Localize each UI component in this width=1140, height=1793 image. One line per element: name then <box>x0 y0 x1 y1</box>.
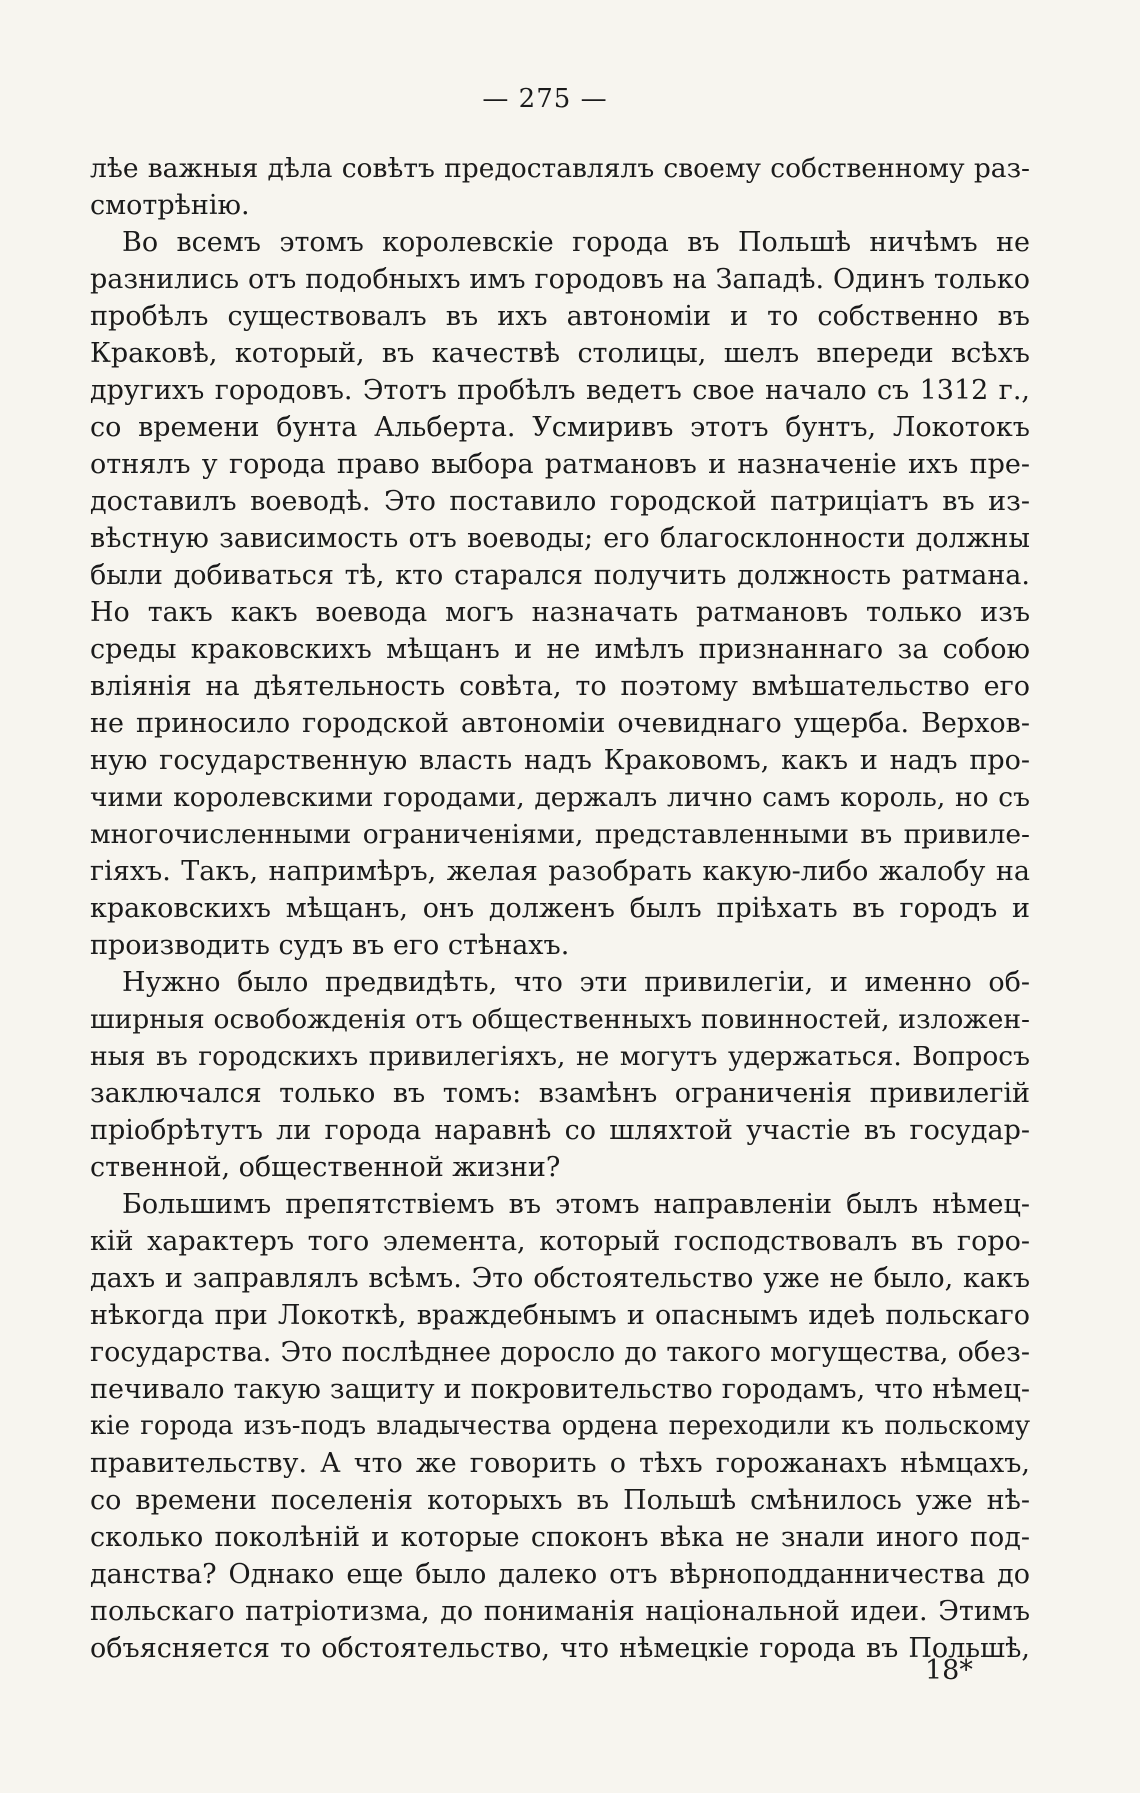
text-line: ширныя освобожденія отъ общественныхъ повинностей, изложен- <box>90 1004 1030 1035</box>
text-line: ственной, общественной жизни? <box>90 1152 561 1183</box>
text-line: многочисленными ограниченіями, представленными въ привиле- <box>90 819 1030 850</box>
body-text <box>90 150 1030 1667</box>
text-line: кіе города изъ-подъ владычества ордена переходили къ польскому <box>90 1411 1030 1441</box>
text-line: не приносило городской автономіи очевиднаго ущерба. Верхов- <box>90 708 1030 739</box>
text-line: кій характеръ того элемента, который господствовалъ въ горо- <box>90 1226 1030 1257</box>
text-line: Большимъ препятствіемъ въ этомъ направленіи былъ нѣмец- <box>122 1189 1030 1220</box>
text-line: ныя въ городскихъ привилегіяхъ, не могутъ удержаться. Вопросъ <box>90 1041 1030 1072</box>
text-line: со времени поселенія которыхъ въ Польшѣ смѣнилось уже нѣ- <box>90 1485 1030 1516</box>
text-line: Во всемъ этомъ королевскіе города въ Польшѣ ничѣмъ не <box>122 227 1030 258</box>
text-line: другихъ городовъ. Этотъ пробѣлъ ведетъ свое начало съ 1312 г., <box>90 375 1030 406</box>
text-line: гіяхъ. Такъ, напримѣръ, желая разобрать какую-либо жалобу на <box>90 856 1030 887</box>
text-line: ную государственную власть надъ Краковомъ, какъ и надъ про- <box>90 745 1030 776</box>
text-line: данства? Однако еще было далеко отъ вѣрноподданничества до <box>90 1559 1030 1590</box>
text-line: правительству. А что же говорить о тѣхъ горожанахъ нѣмцахъ, <box>90 1448 1030 1479</box>
text-line: лѣе важныя дѣла совѣтъ предоставлялъ своему собственному раз- <box>90 153 1030 184</box>
text-line: отнялъ у города право выбора ратмановъ и назначеніе ихъ пре- <box>90 449 1030 480</box>
text-line: среды краковскихъ мѣщанъ и не имѣлъ признаннаго за собою <box>90 634 1030 665</box>
text-line: нѣкогда при Локоткѣ, враждебнымъ и опаснымъ идеѣ польскаго <box>90 1300 1030 1331</box>
text-line: чими королевскими городами, держалъ лично самъ король, но съ <box>90 782 1030 813</box>
text-line: пріобрѣтутъ ли города наравнѣ со шляхтой участіе въ государ- <box>90 1115 1030 1146</box>
text-line: были добиваться тѣ, кто старался получить должность ратмана. <box>90 560 1030 591</box>
text-line: польскаго патріотизма, до пониманія національной идеи. Этимъ <box>90 1596 1030 1627</box>
text-line: краковскихъ мѣщанъ, онъ долженъ былъ пріѣхать въ городъ и <box>90 893 1030 924</box>
text-line: доставилъ воеводѣ. Это поставило городской патриціатъ въ из- <box>90 486 1030 517</box>
text-line: Нужно было предвидѣть, что эти привилегіи, и именно об- <box>122 967 1030 998</box>
text-line: смотрѣнію. <box>90 190 250 221</box>
text-line: Но такъ какъ воевода могъ назначать ратмановъ только изъ <box>90 597 1030 628</box>
text-line: производить судъ въ его стѣнахъ. <box>90 930 570 961</box>
text-line: разнились отъ подобныхъ имъ городовъ на Западѣ. Одинъ только <box>90 264 1030 295</box>
text-line: государства. Это послѣднее доросло до такого могущества, обез- <box>90 1337 1030 1368</box>
text-line: объясняется то обстоятельство, что нѣмецкіе города въ Польшѣ, <box>90 1633 1030 1664</box>
text-line: дахъ и заправлялъ всѣмъ. Это обстоятельство уже не было, какъ <box>90 1263 1030 1294</box>
signature-mark: 18* <box>925 1655 973 1686</box>
text-line: Краковѣ, который, въ качествѣ столицы, шелъ впереди всѣхъ <box>90 338 1030 369</box>
text-line: заключался только въ томъ: взамѣнъ ограниченія привилегій <box>90 1078 1030 1109</box>
text-line: вліянія на дѣятельность совѣта, то поэтому вмѣшательство его <box>90 671 1030 702</box>
text-line: вѣстную зависимость отъ воеводы; его благосклонности должны <box>90 523 1030 554</box>
text-line: со времени бунта Альберта. Усмиривъ этотъ бунтъ, Локотокъ <box>90 412 1030 443</box>
page-number: — 275 — <box>482 84 608 114</box>
text-line: пробѣлъ существовалъ въ ихъ автономіи и то собственно въ <box>90 301 1030 332</box>
text-line: сколько поколѣній и которые споконъ вѣка не знали иного под- <box>90 1522 1030 1553</box>
text-line: печивало такую защиту и покровительство городамъ, что нѣмец- <box>90 1374 1030 1405</box>
